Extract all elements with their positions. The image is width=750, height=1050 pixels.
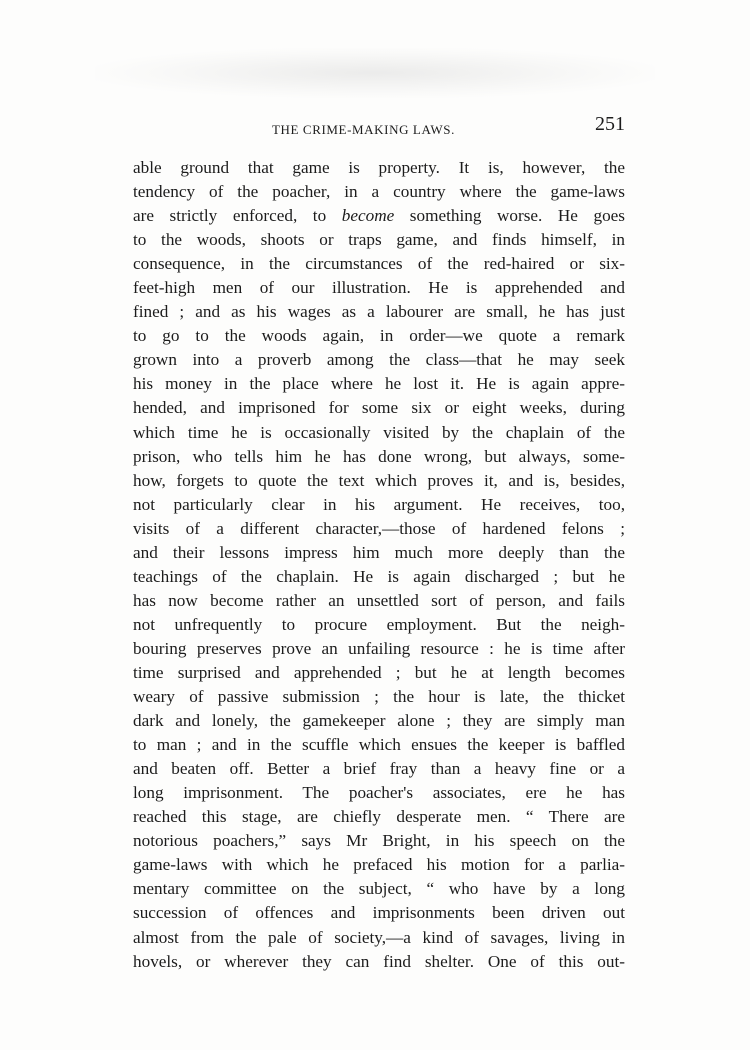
- text-line: long imprisonment. The poacher's associates, ere he has: [133, 783, 625, 803]
- text-line: notorious poachers,” says Mr Bright, in his speech on the: [133, 831, 625, 851]
- text-line: succession of offences and imprisonments been driven out: [133, 903, 625, 923]
- text-line: almost from the pale of society,—a kind of savages, living in: [133, 927, 625, 947]
- text-line: to man ; and in the scuffle which ensues the keeper is baffled: [133, 735, 625, 755]
- text-line: grown into a proverb among the class—that he may seek: [133, 350, 625, 370]
- text-line: are strictly enforced, to become something worse. He goes: [133, 206, 625, 226]
- text-line: reached this stage, are chiefly desperate men. “ There are: [133, 807, 625, 827]
- text-line: dark and lonely, the gamekeeper alone ; they are simply man: [133, 711, 625, 731]
- text-line: able ground that game is property. It is, however, the: [133, 158, 625, 177]
- body-text: [133, 156, 625, 974]
- text-line: feet-high men of our illustration. He is apprehended and: [133, 278, 625, 298]
- text-line: to go to the woods again, in order—we quote a remark: [133, 326, 625, 346]
- text-line: weary of passive submission ; the hour is late, the thicket: [133, 687, 625, 707]
- running-title: THE CRIME-MAKING LAWS.: [272, 122, 455, 137]
- text-line: how, forgets to quote the text which proves it, and is, besides,: [133, 470, 625, 490]
- text-line: consequence, in the circumstances of the red-haired or six-: [133, 254, 625, 274]
- text-line: not particularly clear in his argument. He receives, too,: [133, 494, 625, 514]
- text-line: which time he is occasionally visited by the chaplain of the: [133, 422, 625, 442]
- text-line: not unfrequently to procure employment. But the neigh-: [133, 614, 625, 634]
- text-line: tendency of the poacher, in a country where the game-laws: [133, 182, 625, 202]
- text-line: bouring preserves prove an unfailing resource : he is time after: [133, 638, 625, 658]
- text-line: prison, who tells him he has done wrong, but always, some-: [133, 446, 625, 466]
- text-line: has now become rather an unsettled sort of person, and fails: [133, 590, 625, 610]
- text-line: visits of a different character,—those of hardened felons ;: [133, 518, 625, 538]
- text-line: fined ; and as his wages as a labourer are small, he has just: [133, 302, 625, 322]
- text-line: his money in the place where he lost it. He is again appre-: [133, 374, 625, 394]
- text-line: and beaten off. Better a brief fray than a heavy fine or a: [133, 759, 625, 779]
- running-head: [133, 108, 625, 144]
- text-line: hovels, or wherever they can find shelter. One of this out-: [133, 951, 625, 971]
- text-line: game-laws with which he prefaced his motion for a parlia-: [133, 855, 625, 875]
- text-line: mentary committee on the subject, “ who have by a long: [133, 879, 625, 899]
- page-number: 251: [595, 113, 625, 135]
- text-line: and their lessons impress him much more deeply than the: [133, 542, 625, 562]
- page-smudge: [95, 48, 655, 98]
- text-line: time surprised and apprehended ; but he at length becomes: [133, 662, 625, 682]
- text-line: to the woods, shoots or traps game, and finds himself, in: [133, 230, 625, 250]
- text-line: teachings of the chaplain. He is again discharged ; but he: [133, 566, 625, 586]
- text-line: hended, and imprisoned for some six or eight weeks, during: [133, 398, 625, 418]
